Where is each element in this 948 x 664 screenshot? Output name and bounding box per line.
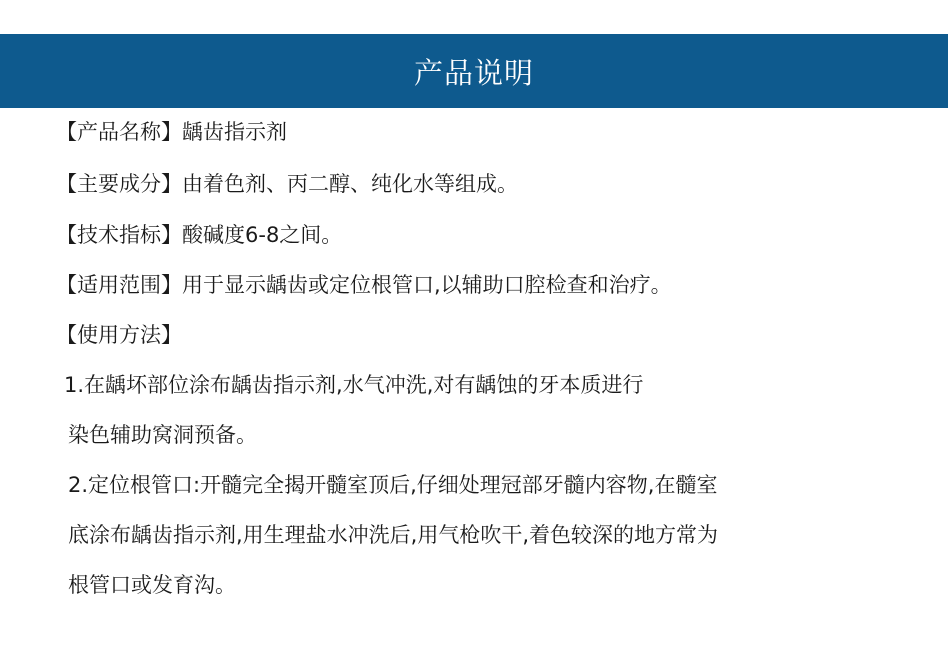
technical-spec-line: 【技术指标】酸碱度6-8之间。: [56, 223, 343, 247]
header-bar: [0, 34, 948, 108]
instruction-step-1-continued: 染色辅助窝洞预备。: [68, 423, 257, 447]
instruction-step-2-end: 根管口或发育沟。: [68, 573, 236, 597]
main-ingredients-line: 【主要成分】由着色剂、丙二醇、纯化水等组成。: [56, 172, 518, 196]
usage-method-heading: 【使用方法】: [56, 323, 182, 347]
instruction-step-2-continued: 底涂布龋齿指示剂,用生理盐水冲洗后,用气枪吹干,着色较深的地方常为: [68, 523, 719, 547]
instruction-step-2: 2.定位根管口:开髓完全揭开髓室顶后,仔细处理冠部牙髓内容物,在髓室: [68, 473, 718, 497]
product-name-line: 【产品名称】龋齿指示剂: [56, 120, 287, 144]
page-title: 产品说明: [413, 55, 534, 90]
instruction-step-1: 1.在龋坏部位涂布龋齿指示剂,水气冲洗,对有龋蚀的牙本质进行: [64, 373, 644, 397]
scope-of-use-line: 【适用范围】用于显示龋齿或定位根管口,以辅助口腔检查和治疗。: [56, 273, 672, 297]
